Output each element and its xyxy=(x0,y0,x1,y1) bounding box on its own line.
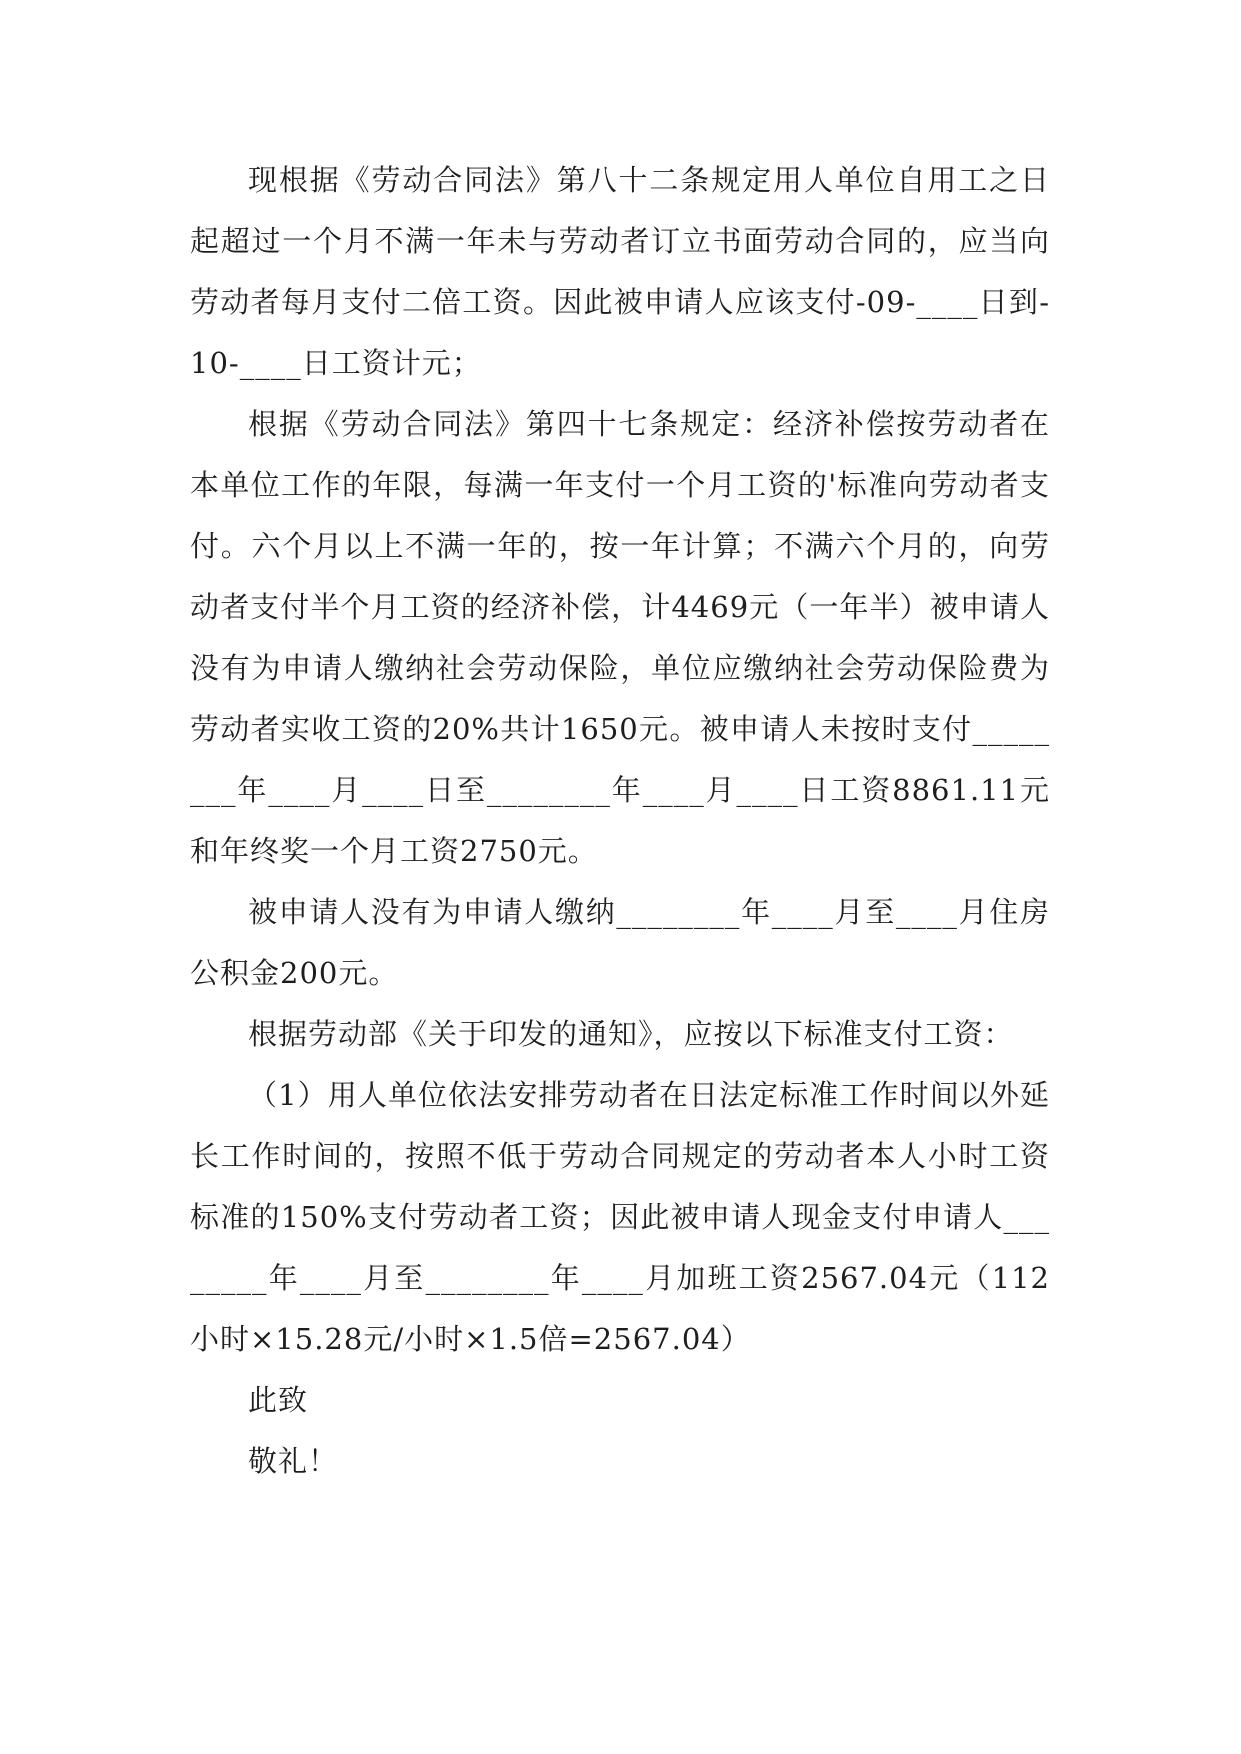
paragraph-economic-compensation: 根据《劳动合同法》第四十七条规定：经济补偿按劳动者在本单位工作的年限，每满一年支付一个月工资的'标准向劳动者支付。六个月以上不满一年的，按一年计算；不满六个月的，向劳动者支付半个月工资的经济补偿，计4469元（一年半）被申请人没有为申请人缴纳社会劳动保险，单位应缴纳社会劳动保险费为劳动者实收工资的20%共计1650元。被申请人未按时支付________年____月____日至________年____月____日工资8861.11元和年终奖一个月工资2750元。 xyxy=(190,407,1050,868)
closing-salutation: 此致 xyxy=(248,1383,309,1417)
paragraph-overtime-pay: （1）用人单位依法安排劳动者在日法定标准工作时间以外延长工作时间的，按照不低于劳动合同规定的劳动者本人小时工资标准的150%支付劳动者工资；因此被申请人现金支付申请人________年____月至________年____月加班工资2567.04元（112小时×15.28元/小时×1.5倍=2567.04） xyxy=(190,1078,1050,1356)
paragraph-double-wage: 现根据《劳动合同法》第八十二条规定用人单位自用工之日起超过一个月不满一年未与劳动者订立书面劳动合同的，应当向劳动者每月支付二倍工资。因此被申请人应该支付-09-____日到-10-____日工资计元； xyxy=(190,163,1050,380)
paragraph-housing-fund: 被申请人没有为申请人缴纳________年____月至____月住房公积金200元。 xyxy=(190,895,1050,990)
document-body xyxy=(190,150,1050,1492)
paragraph-wage-standard: 根据劳动部《关于印发的通知》，应按以下标准支付工资： xyxy=(248,1017,1014,1051)
closing-regards: 敬礼！ xyxy=(248,1444,339,1478)
